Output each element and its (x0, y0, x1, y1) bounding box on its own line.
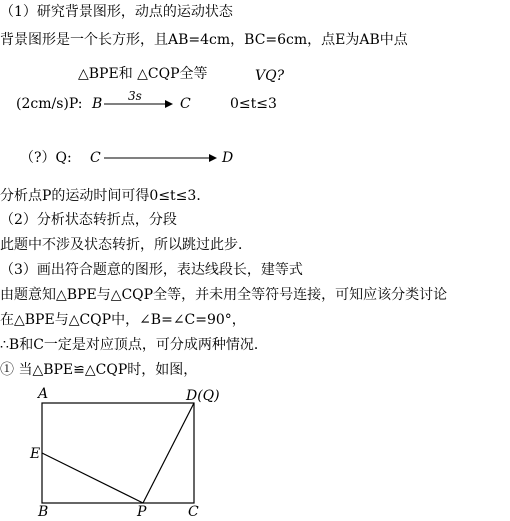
time-range-text: 分析点P的运动时间可得0≤t≤3． (0, 188, 211, 204)
segment-pq (143, 403, 194, 503)
label-e: E (30, 446, 41, 462)
label-a: A (38, 386, 49, 402)
p-from: B (92, 96, 103, 112)
label-d-q: D(Q) (186, 388, 220, 404)
label-b: B (38, 504, 49, 520)
label-c: C (188, 504, 199, 520)
q-to: D (222, 150, 234, 166)
background-text: 背景图形是一个长方形，且AB=4cm，BC=6cm，点E为AB中点 (0, 32, 408, 48)
p-to: C (180, 96, 191, 112)
rectangle-abcd (42, 403, 194, 503)
congruence-text: 由题意知△BPE与△CQP全等，并未用全等符号连接，可知应该分类讨论 (0, 287, 448, 303)
congruence-left: △BPE和 △CQP全等 (78, 66, 208, 82)
q-from: C (90, 150, 101, 166)
case1-text: ① 当△BPE≌△CQP时，如图， (0, 362, 198, 378)
vertex-text: ∴B和C一定是对应顶点，可分成两种情况． (0, 337, 268, 353)
angle-text: 在△BPE与△CQP中，∠B=∠C=90°， (0, 312, 246, 328)
p-range: 0≤t≤3 (230, 96, 277, 112)
p-arrow-label: 3s (128, 89, 142, 103)
segment-ep (42, 453, 143, 503)
label-p: P (137, 504, 147, 520)
section2-heading: （2）分析状态转折点，分段 (0, 212, 177, 228)
section3-heading: （3）画出符合题意的图形，表达线段长，建等式 (0, 262, 303, 278)
no-turning-text: 此题中不涉及状态转折，所以跳过此步． (0, 237, 252, 253)
p-speed: (2cm/s)P: (16, 96, 83, 112)
section1-heading: （1）研究背景图形，动点的运动状态 (0, 4, 233, 20)
q-label: （?）Q: (20, 150, 72, 166)
vq-label: VQ? (255, 68, 285, 84)
